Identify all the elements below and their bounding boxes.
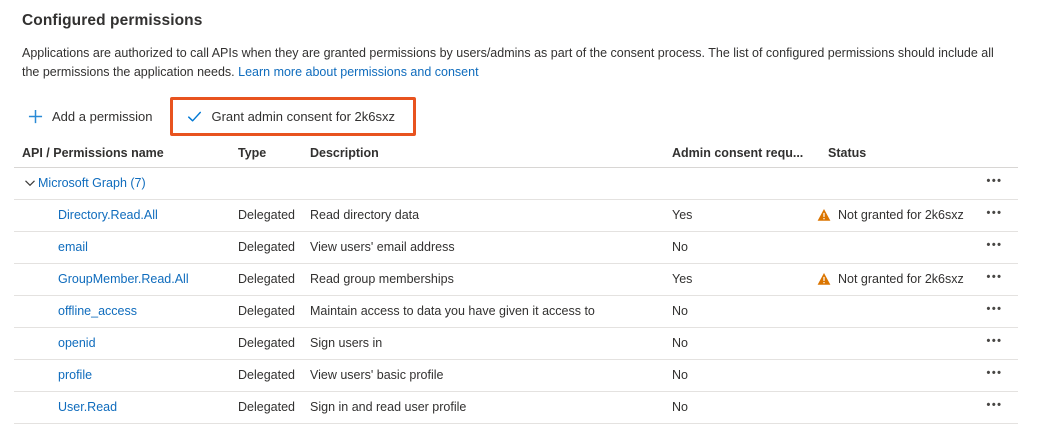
permission-link[interactable]: Directory.Read.All xyxy=(58,208,158,223)
permissions-table xyxy=(14,139,1018,424)
column-header-status: Status xyxy=(828,145,867,160)
page-title: Configured permissions xyxy=(22,12,203,29)
admin-consent-value: No xyxy=(672,304,688,319)
chevron-down-icon[interactable] xyxy=(24,177,36,189)
permission-link[interactable]: email xyxy=(58,240,88,255)
grant-consent-highlight-annotation xyxy=(170,97,416,136)
permission-type: Delegated xyxy=(238,368,295,383)
table-row xyxy=(14,296,1018,328)
permission-type: Delegated xyxy=(238,240,295,255)
more-options-icon[interactable]: ••• xyxy=(982,206,1006,225)
column-header-type: Type xyxy=(238,145,267,160)
table-row xyxy=(14,392,1018,424)
permission-type: Delegated xyxy=(238,208,295,223)
table-row xyxy=(14,200,1018,232)
grant-admin-consent-button[interactable] xyxy=(179,103,403,130)
more-options-icon[interactable]: ••• xyxy=(982,302,1006,321)
permission-type: Delegated xyxy=(238,400,295,415)
more-options-icon[interactable]: ••• xyxy=(982,174,1006,193)
admin-consent-value: No xyxy=(672,240,688,255)
permission-type: Delegated xyxy=(238,272,295,287)
status-text: Not granted for 2k6sxz xyxy=(838,272,964,287)
group-link-microsoft-graph[interactable]: Microsoft Graph (7) xyxy=(38,176,146,191)
table-row xyxy=(14,360,1018,392)
table-row xyxy=(14,264,1018,296)
table-row xyxy=(14,328,1018,360)
permission-link[interactable]: openid xyxy=(58,336,96,351)
column-header-admin-consent: Admin consent requ... xyxy=(672,145,804,160)
table-row xyxy=(14,232,1018,264)
admin-consent-value: No xyxy=(672,336,688,351)
check-icon xyxy=(187,109,202,124)
status-badge xyxy=(815,208,971,222)
permissions-toolbar xyxy=(20,97,1038,137)
configured-permissions-section xyxy=(0,0,1060,137)
permission-type: Delegated xyxy=(238,304,295,319)
warning-icon xyxy=(817,272,831,286)
permission-description: Maintain access to data you have given it access to xyxy=(310,304,595,319)
admin-consent-value: No xyxy=(672,368,688,383)
learn-more-link[interactable]: Learn more about permissions and consent xyxy=(238,65,479,80)
column-header-name: API / Permissions name xyxy=(22,145,164,160)
status-text: Not granted for 2k6sxz xyxy=(838,208,964,223)
admin-consent-value: No xyxy=(672,400,688,415)
permission-description: Sign users in xyxy=(310,336,383,351)
permission-description: View users' basic profile xyxy=(310,368,444,383)
description-text: Applications are authorized to call APIs when they are granted permissions by users/admins as part of the consent process. The list of configured permissions should include all the permissions the application needs. xyxy=(22,46,994,80)
plus-icon xyxy=(28,109,43,124)
permission-description: View users' email address xyxy=(310,240,455,255)
admin-consent-value: Yes xyxy=(672,272,693,287)
group-row-microsoft-graph xyxy=(14,168,1018,200)
add-permission-label: Add a permission xyxy=(52,109,153,125)
column-header-description: Description xyxy=(310,145,379,160)
permission-description: Read directory data xyxy=(310,208,420,223)
permission-description: Read group memberships xyxy=(310,272,454,287)
admin-consent-value: Yes xyxy=(672,208,693,223)
more-options-icon[interactable]: ••• xyxy=(982,270,1006,289)
status-badge xyxy=(815,272,971,286)
permission-link[interactable]: GroupMember.Read.All xyxy=(58,272,189,287)
permission-link[interactable]: profile xyxy=(58,368,93,383)
more-options-icon[interactable]: ••• xyxy=(982,398,1006,417)
permission-link[interactable]: User.Read xyxy=(58,400,118,415)
more-options-icon[interactable]: ••• xyxy=(982,366,1006,385)
add-permission-button[interactable] xyxy=(20,103,160,130)
section-description xyxy=(22,44,1012,83)
permission-description: Sign in and read user profile xyxy=(310,400,467,415)
table-header-row xyxy=(14,139,1018,168)
more-options-icon[interactable]: ••• xyxy=(982,334,1006,353)
permission-type: Delegated xyxy=(238,336,295,351)
warning-icon xyxy=(817,208,831,222)
grant-admin-consent-label: Grant admin consent for 2k6sxz xyxy=(211,109,395,125)
permission-link[interactable]: offline_access xyxy=(58,304,137,319)
more-options-icon[interactable]: ••• xyxy=(982,238,1006,257)
